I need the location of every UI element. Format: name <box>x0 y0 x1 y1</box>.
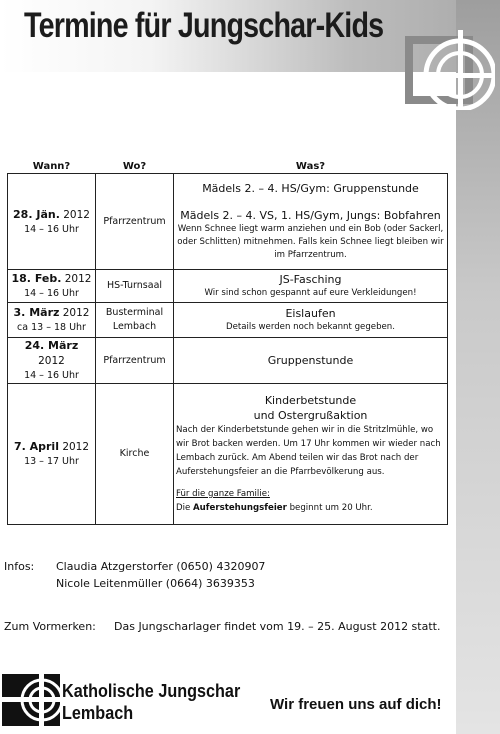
event-title: JS-Fasching <box>279 273 342 286</box>
place-cell: Pfarrzentrum <box>96 174 174 270</box>
event-title: Gruppenstunde <box>267 354 354 367</box>
date-day: 3. März <box>13 306 60 319</box>
table-row <box>8 270 448 303</box>
what-cell <box>174 384 448 525</box>
org-line-2: Lembach <box>62 703 134 723</box>
time-range: 13 – 17 Uhr <box>24 456 79 467</box>
date-year: 2012 <box>62 307 90 319</box>
event-title-2: Mädels 2. – 4. VS, 1. HS/Gym, Jungs: Bobfahren <box>180 209 441 222</box>
event-detail: Nach der Kinderbetstunde gehen wir in die Stritzlmühle, wo wir Brot backen werden. Um 17 Uhr kommen wir wieder nach Lembach zurück. Am Abend teilen wir das Brot nach der Auferstehungsfeier an die Pfarrbevölkerung aus. <box>176 425 441 477</box>
vormerken-text: Das Jungscharlager findet vom 19. – 25. August 2012 statt. <box>114 620 441 633</box>
event-detail: Wenn Schnee liegt warm anziehen und ein Bob (oder Sackerl, oder Schlitten) mitnehmen. Falls kein Schnee liegt bleiben wir im Pfarrzentrum. <box>177 224 444 260</box>
place-cell <box>96 303 174 338</box>
vormerken-label: Zum Vormerken: <box>4 620 96 633</box>
time-range: 14 – 16 Uhr <box>24 223 79 235</box>
table-row <box>8 174 448 270</box>
infos-label: Infos: <box>4 560 35 573</box>
what-cell <box>174 303 448 338</box>
when-cell <box>8 303 96 338</box>
table-row <box>8 303 448 338</box>
date-year: 2012 <box>64 273 92 285</box>
date-year: 2012 <box>62 441 90 453</box>
when-cell <box>8 338 96 384</box>
date-year: 2012 <box>63 208 90 221</box>
place-line-2: Lembach <box>112 321 157 332</box>
page-title: Termine für Jungschar-Kids <box>24 6 384 45</box>
place-line-1: Busterminal <box>105 307 164 318</box>
place-cell: Pfarrzentrum <box>96 338 174 384</box>
header-where: Wo? <box>122 160 147 172</box>
family-bold: Auferstehungsfeier <box>193 503 287 513</box>
date-day: 18. Feb. <box>11 272 62 285</box>
time-range: 14 – 16 Uhr <box>24 288 79 299</box>
table-header-row <box>8 159 448 174</box>
date-day: 7. April <box>13 440 59 453</box>
contact-person-2: Nicole Leitenmüller (0664) 3639353 <box>56 577 255 590</box>
date-year: 2012 <box>38 355 65 367</box>
when-cell <box>8 384 96 525</box>
family-label: Für die ganze Familie: <box>176 489 270 499</box>
family-suffix: beginnt um 20 Uhr. <box>286 503 373 513</box>
event-detail: Details werden noch bekannt gegeben. <box>226 322 395 332</box>
slogan: Wir freuen uns auf dich! <box>270 696 442 713</box>
what-cell <box>174 338 448 384</box>
when-cell <box>8 270 96 303</box>
schedule-table <box>7 159 448 525</box>
organization-name <box>62 680 240 724</box>
what-cell <box>174 270 448 303</box>
when-cell <box>8 174 96 270</box>
event-title: Kinderbetstunde <box>264 394 357 407</box>
decorative-side-strip <box>456 0 500 734</box>
place-cell: HS-Turnsaal <box>96 270 174 303</box>
header-what: Was? <box>295 160 326 172</box>
time-range: ca 13 – 18 Uhr <box>17 322 86 333</box>
what-cell <box>174 174 448 270</box>
date-day: 28. Jän. <box>13 207 60 221</box>
jungschar-logo-icon <box>2 674 60 726</box>
header-when: Wann? <box>32 160 71 172</box>
org-line-1: Katholische Jungschar <box>62 681 241 701</box>
contact-person-1: Claudia Atzgerstorfer (0650) 4320907 <box>56 560 266 573</box>
place-cell: Kirche <box>96 384 174 525</box>
event-title: Mädels 2. – 4. HS/Gym: Gruppenstunde <box>202 182 419 195</box>
save-the-date <box>4 620 441 633</box>
date-day: 24. März <box>24 339 79 352</box>
family-prefix: Die <box>176 503 194 513</box>
event-title: Eislaufen <box>285 307 336 320</box>
table-row <box>8 384 448 525</box>
table-row <box>8 338 448 384</box>
event-detail: Wir sind schon gespannt auf eure Verkleidungen! <box>204 288 417 298</box>
event-title-2: und Ostergrußaktion <box>253 409 368 422</box>
jungschar-cross-icon <box>405 20 495 110</box>
time-range: 14 – 16 Uhr <box>24 370 79 381</box>
